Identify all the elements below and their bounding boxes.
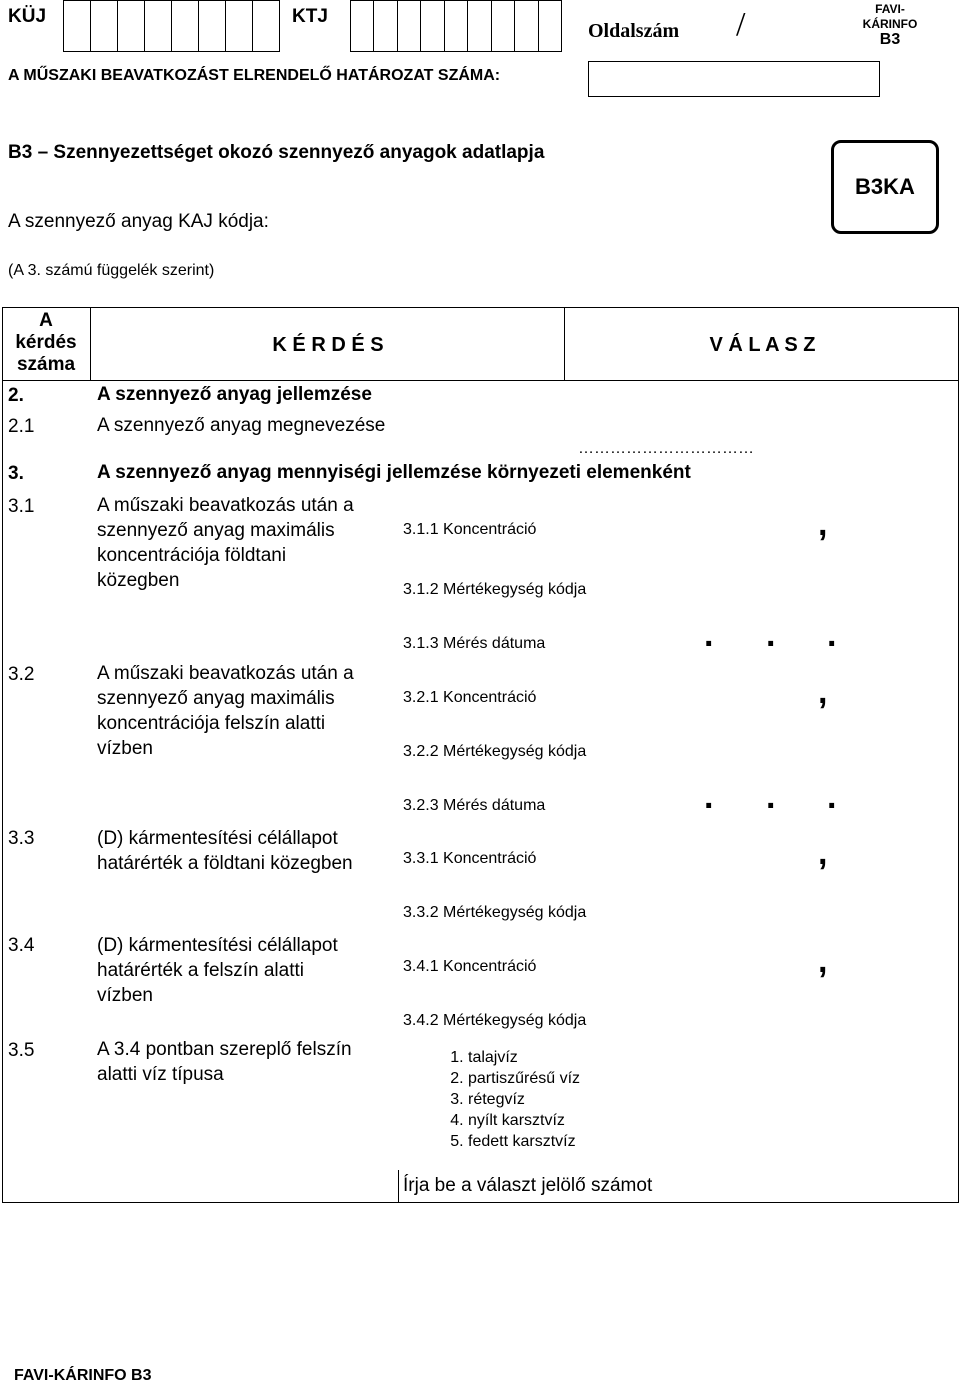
kaj-code-label: A szennyező anyag KAJ kódja: — [8, 211, 269, 232]
q35-option: 3. rétegvíz — [468, 1089, 580, 1110]
footer-form-id: FAVI-KÁRINFO B3 — [14, 1367, 152, 1384]
q35-option-list — [428, 1047, 580, 1152]
page-number-label: Oldalszám — [588, 20, 680, 42]
q35-option: 1. talajvíz — [468, 1047, 580, 1068]
sec3-number: 3. — [8, 463, 24, 484]
q32-text: A műszaki beavatkozás után a szennyező anyag maximális koncentrációja felszín alatti vízben — [97, 663, 354, 759]
q331-label: 3.3.1 Koncentráció — [403, 850, 537, 867]
q34-text: (D) kármentesítési célállapot határérték a felszín alatti vízben — [97, 935, 338, 1006]
q313-date-dot-3[interactable]: . — [827, 616, 837, 654]
form-code-badge: B3KA — [831, 140, 939, 234]
q35-option: 2. partiszűrésű víz — [468, 1068, 580, 1089]
q321-label: 3.2.1 Koncentráció — [403, 689, 537, 706]
q341-label: 3.4.1 Koncentráció — [403, 958, 537, 975]
q323-date-dot-1[interactable]: . — [704, 778, 714, 816]
col-question-number-header: A kérdés száma — [15, 310, 77, 375]
q21-text: A szennyező anyag megnevezése — [97, 415, 386, 436]
q35-text: A 3.4 pontban szereplő felszín alatti víz típusa — [97, 1039, 352, 1085]
q32-number: 3.2 — [8, 664, 35, 685]
q341-decimal-comma[interactable]: , — [818, 942, 828, 980]
col-answer-header: V Á L A S Z — [709, 334, 816, 356]
q35-answer-divider — [398, 1170, 399, 1203]
q21-number: 2.1 — [8, 416, 35, 437]
q313-label: 3.1.3 Mérés dátuma — [403, 635, 546, 652]
kaj-code-note: (A 3. számú függelék szerint) — [8, 262, 215, 279]
sec2-number: 2. — [8, 385, 24, 406]
q312-label: 3.1.2 Mértékegység kódja — [403, 581, 587, 598]
q34-number: 3.4 — [8, 935, 35, 956]
q33-text: (D) kármentesítési célállapot határérték a földtani közegben — [97, 828, 353, 874]
q321-decimal-comma[interactable]: , — [818, 673, 828, 711]
decision-number-input[interactable] — [588, 61, 880, 97]
favi-karinfo-tag: FAVI- KÁRINFO B3 — [862, 2, 918, 48]
q31-number: 3.1 — [8, 496, 35, 517]
kuj-label: KÜJ — [8, 6, 47, 27]
q35-option: 4. nyílt karsztvíz — [468, 1110, 580, 1131]
q313-date-dot-1[interactable]: . — [704, 616, 714, 654]
q313-date-dot-2[interactable]: . — [766, 616, 776, 654]
form-title: B3 – Szennyezettséget okozó szennyező anyagok adatlapja — [8, 142, 545, 163]
q322-label: 3.2.2 Mértékegység kódja — [403, 743, 587, 760]
q311-decimal-comma[interactable]: , — [818, 505, 828, 543]
q331-decimal-comma[interactable]: , — [818, 834, 828, 872]
q342-label: 3.4.2 Mértékegység kódja — [403, 1012, 587, 1029]
q332-label: 3.3.2 Mértékegység kódja — [403, 904, 587, 921]
ktj-label: KTJ — [292, 6, 328, 27]
page-number-slash: / — [736, 6, 746, 43]
q21-answer-dots[interactable]: …………………………… — [578, 440, 754, 457]
decision-number-label: A MŰSZAKI BEAVATKOZÁST ELRENDELŐ HATÁROZAT SZÁMA: — [8, 67, 501, 84]
ktj-input-boxes[interactable] — [350, 0, 562, 52]
q35-instruction: Írja be a választ jelölő számot — [403, 1175, 653, 1196]
q323-date-dot-3[interactable]: . — [827, 778, 837, 816]
kuj-input-boxes[interactable] — [63, 0, 280, 52]
q323-label: 3.2.3 Mérés dátuma — [403, 797, 546, 814]
col-question-header: K É R D É S — [272, 334, 384, 356]
q33-number: 3.3 — [8, 828, 35, 849]
sec2-title: A szennyező anyag jellemzése — [97, 384, 372, 405]
q311-label: 3.1.1 Koncentráció — [403, 521, 537, 538]
q31-text: A műszaki beavatkozás után a szennyező anyag maximális koncentrációja földtani közegben — [97, 495, 354, 591]
q35-number: 3.5 — [8, 1040, 35, 1061]
q323-date-dot-2[interactable]: . — [766, 778, 776, 816]
sec3-title: A szennyező anyag mennyiségi jellemzése környezeti elemenként — [97, 462, 691, 483]
q35-option: 5. fedett karsztvíz — [468, 1131, 580, 1152]
